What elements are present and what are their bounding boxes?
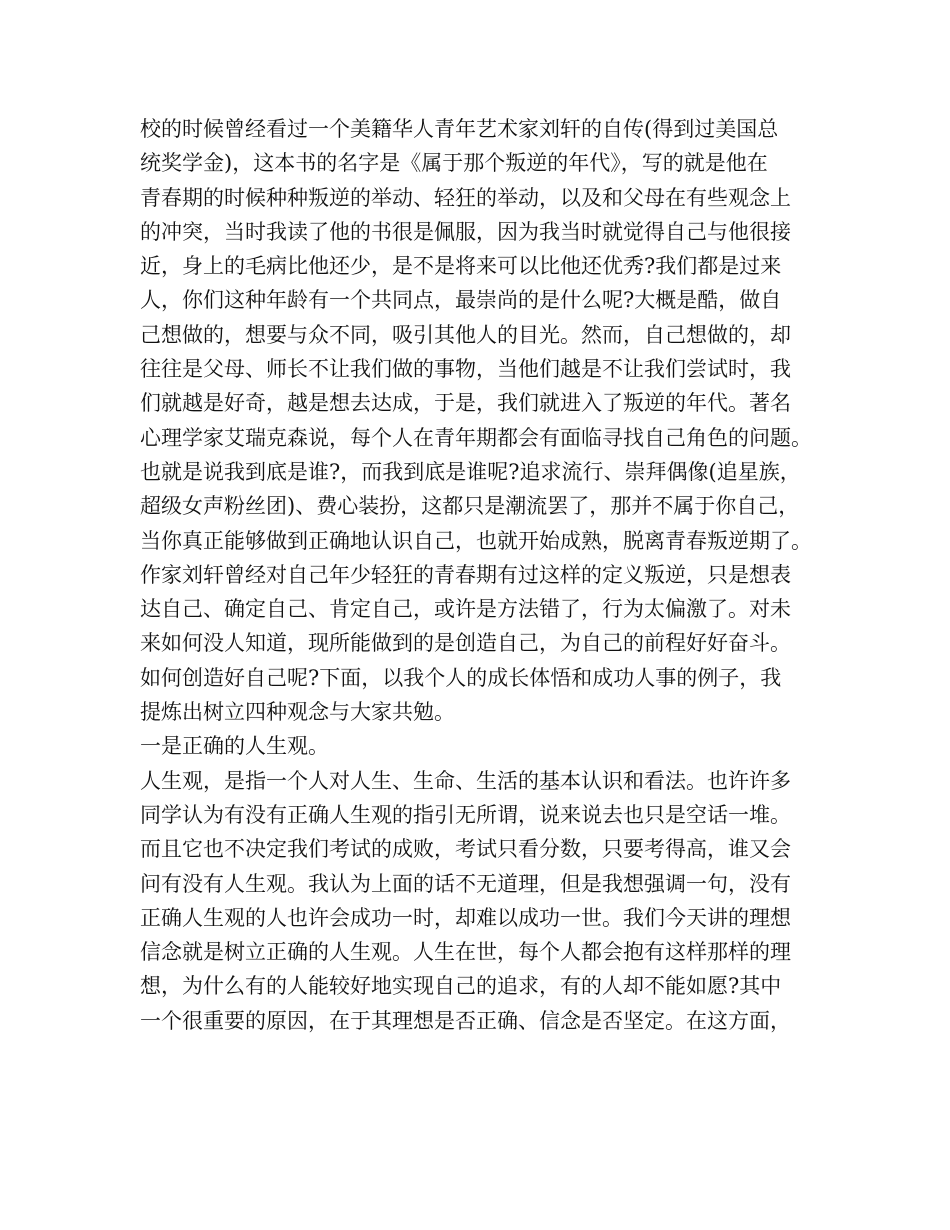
text-line: 人，你们这种年龄有一个共同点，最崇尚的是什么呢?大概是酷，做自: [140, 288, 782, 313]
text-line: 青春期的时候种种叛逆的举动、轻狂的举动，以及和父母在有些观念上: [140, 185, 791, 210]
body-text: [140, 112, 830, 1038]
text-line: 信念就是树立正确的人生观。人生在世，每个人都会抱有这样那样的理: [140, 940, 791, 965]
text-line: 的冲突，当时我读了他的书很是佩服，因为我当时就觉得自己与他很接: [140, 219, 791, 244]
text-line: 近，身上的毛病比他还少，是不是将来可以比他还优秀?我们都是过来: [140, 254, 782, 279]
text-line: 当你真正能够做到正确地认识自己，也就开始成熟，脱离青春叛逆期了。: [140, 528, 812, 553]
section-heading: 一是正确的人生观。: [140, 734, 329, 759]
text-line: 一个很重要的原因，在于其理想是否正确、信念是否坚定。在这方面，: [140, 1008, 791, 1033]
text-line: 超级女声粉丝团)、费心装扮，这都只是潮流罢了，那并不属于你自己，: [140, 494, 800, 519]
text-line: 如何创造好自己呢?下面，以我个人的成长体悟和成功人事的例子，我: [140, 665, 782, 690]
text-line: 达自己、确定自己、肯定自己，或许是方法错了，行为太偏激了。对未: [140, 597, 791, 622]
text-line: 往往是父母、师长不让我们做的事物，当他们越是不让我们尝试时，我: [140, 357, 791, 382]
text-line: 而且它也不决定我们考试的成败，考试只看分数，只要考得高，谁又会: [140, 837, 791, 862]
text-line: 统奖学金)，这本书的名字是《属于那个叛逆的年代》，写的就是他在: [140, 151, 768, 176]
text-line: 同学认为有没有正确人生观的指引无所谓，说来说去也只是空话一堆。: [140, 802, 791, 827]
text-line: 正确人生观的人也许会成功一时，却难以成功一世。我们今天讲的理想: [140, 905, 791, 930]
text-line: 来如何没人知道，现所能做到的是创造自己，为自己的前程好好奋斗。: [140, 631, 791, 656]
text-line: 问有没有人生观。我认为上面的话不无道理，但是我想强调一句，没有: [140, 871, 791, 896]
text-line: 人生观，是指一个人对人生、生命、生活的基本认识和看法。也许许多: [140, 768, 791, 793]
text-line: 提炼出树立四种观念与大家共勉。: [140, 700, 455, 725]
text-line: 心理学家艾瑞克森说，每个人在青年期都会有面临寻找自己角色的问题。: [140, 425, 812, 450]
text-line: 作家刘轩曾经对自己年少轻狂的青春期有过这样的定义叛逆，只是想表: [140, 562, 791, 587]
text-line: 想，为什么有的人能较好地实现自己的追求，有的人却不能如愿?其中: [140, 974, 782, 999]
text-line: 己想做的，想要与众不同，吸引其他人的目光。然而，自己想做的，却: [140, 322, 791, 347]
text-line: 校的时候曾经看过一个美籍华人青年艺术家刘轩的自传(得到过美国总: [140, 117, 779, 141]
text-line: 也就是说我到底是谁?，而我到底是谁呢?追求流行、崇拜偶像(追星族，: [140, 459, 801, 484]
text-line: 们就越是好奇，越是想去达成，于是，我们就进入了叛逆的年代。著名: [140, 391, 791, 416]
